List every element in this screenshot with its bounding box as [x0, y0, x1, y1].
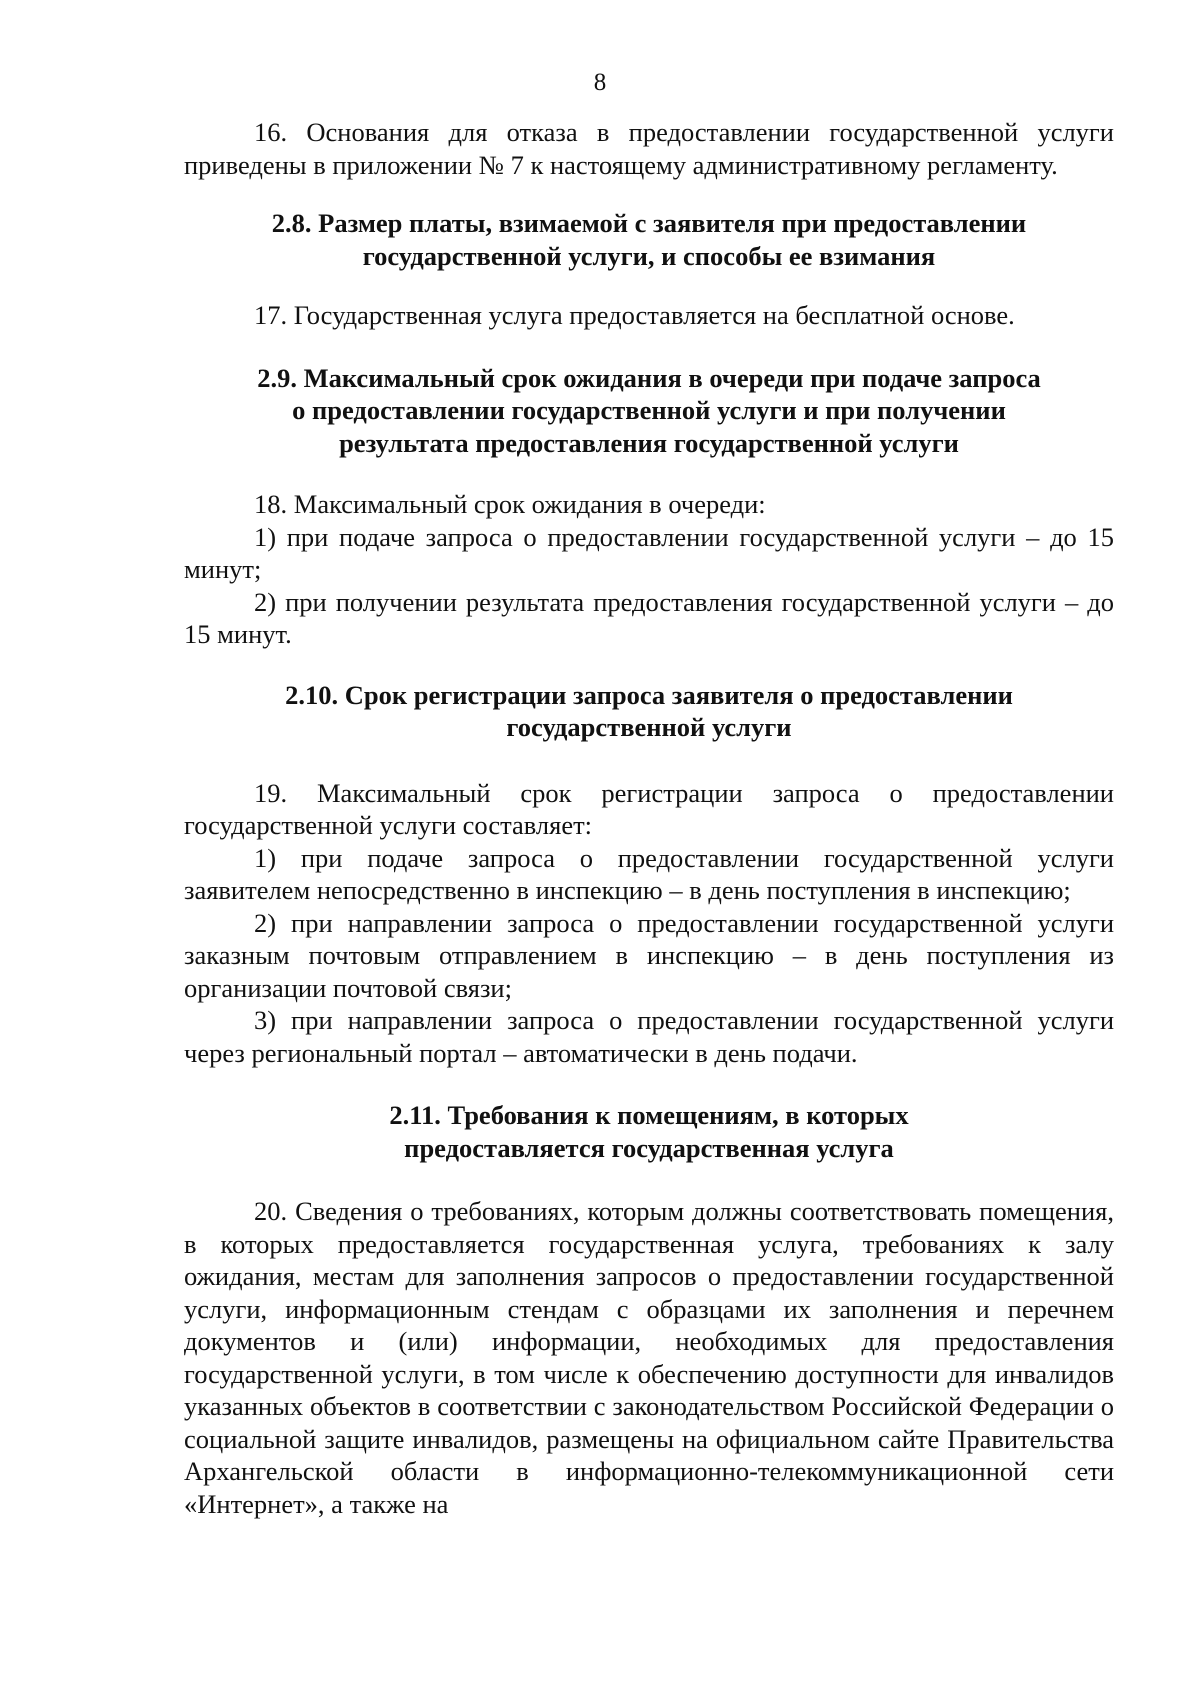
paragraph-19-item-2: 2) при направлении запроса о предоставлении государственной услуги заказным почтовым отправлением в инспекцию – в день поступления из организации почтовой связи; [184, 907, 1114, 1003]
paragraph-19: 19. Максимальный срок регистрации запроса о предоставлении государственной услуги составляет: [184, 777, 1114, 840]
heading-line: 2.8. Размер платы, взимаемой с заявителя при предоставлении [271, 208, 1027, 238]
section-heading-2-9 [184, 362, 1114, 460]
paragraph-17: 17. Государственная услуга предоставляется на бесплатной основе. [254, 300, 1015, 330]
paragraph-20: 20. Сведения о требованиях, которым должны соответствовать помещения, в которых предоставляется государственная услуга, требованиях к залу ожидания, местам для заполнения запросов о предоставлении государственной услуги, информационным стендам с образцами их заполнения и перечнем документов и (или) информации, необходимых для предоставления государственной услуги, в том числе к обеспечению доступности для инвалидов указанных объектов в соответствии с законодательством Российской Федерации о социальной защите инвалидов, размещены на официальном сайте Правительства Архангельской области в информационно-телекоммуникационной сети «Интернет», а также на [184, 1196, 1114, 1519]
section-heading-2-11 [184, 1099, 1114, 1164]
paragraph-18-item-1: 1) при подаче запроса о предоставлении государственной услуги – до 15 минут; [184, 521, 1114, 584]
heading-line: 2.11. Требования к помещениям, в которых [389, 1100, 909, 1130]
heading-line: государственной услуги [506, 712, 792, 742]
heading-line: государственной услуги, и способы ее взимания [362, 240, 936, 271]
heading-line: предоставляется государственная услуга [404, 1132, 894, 1163]
page-number: 8 [593, 69, 607, 96]
heading-line: результата предоставления государственной услуги [339, 427, 959, 458]
paragraph-18: 18. Максимальный срок ожидания в очереди: [254, 489, 766, 519]
paragraph-18-item-2: 2) при получении результата предоставления государственной услуги – до 15 минут. [184, 586, 1114, 649]
section-heading-2-8 [184, 207, 1114, 272]
heading-line: о предоставлении государственной услуги и при получении [292, 395, 1006, 425]
paragraph-16: 16. Основания для отказа в предоставлении государственной услуги приведены в приложении № 7 к настоящему административному регламенту. [184, 117, 1114, 180]
heading-line: 2.10. Срок регистрации запроса заявителя о предоставлении [285, 679, 1013, 710]
paragraph-19-item-3: 3) при направлении запроса о предоставлении государственной услуги через региональный портал – автоматически в день подачи. [184, 1005, 1114, 1068]
section-heading-2-10 [184, 679, 1114, 744]
document-body [184, 116, 1114, 1520]
paragraph-19-item-1: 1) при подаче запроса о предоставлении государственной услуги заявителем непосредственно в инспекцию – в день поступления в инспекцию; [184, 842, 1114, 905]
heading-line: 2.9. Максимальный срок ожидания в очереди при подаче запроса [257, 362, 1041, 393]
